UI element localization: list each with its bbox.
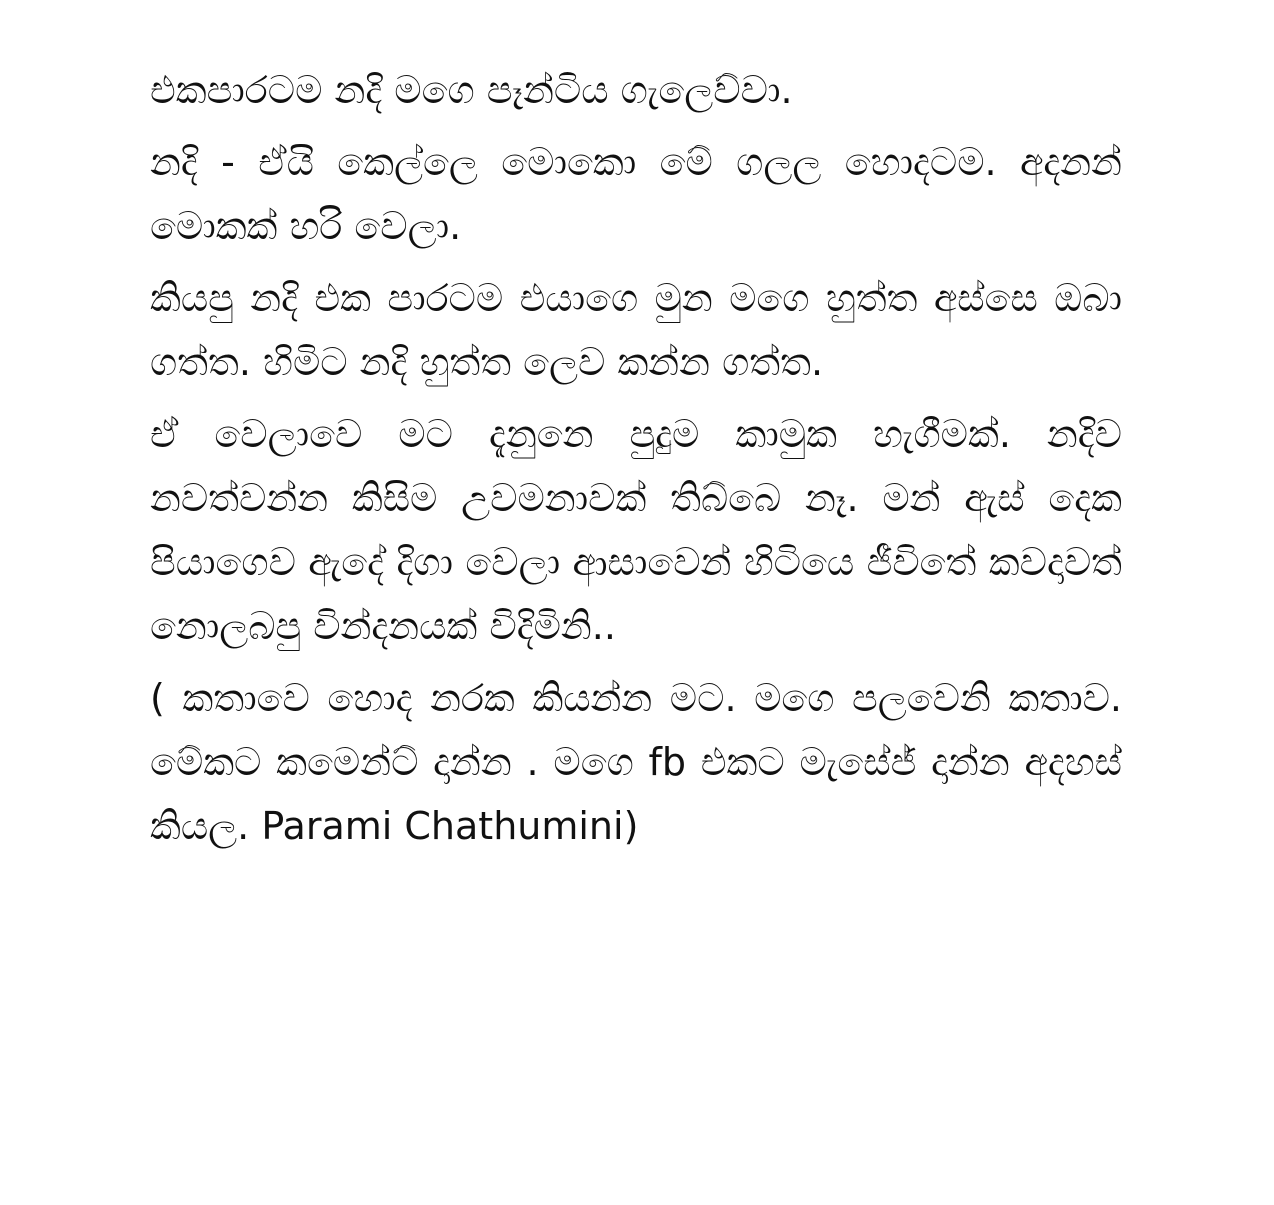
paragraph-1: එකපාරටම නදි මගෙ පෑන්ටිය ගැලෙව්වා. (150, 68, 793, 112)
document-page (150, 58, 1122, 866)
paragraph-2: නදි - ඒයි කෙල්ලෙ මොකො මේ ගලල හොදටම. අදනන් මොකක් හරි වෙලා. (150, 140, 1122, 248)
paragraph-3: කියපු නදි එක පාරටම එයාගෙ මුන මගෙ හුත්ත අස්සෙ ඔබා ගත්ත. හිමිට නදි හුත්ත ලෙව කන්න ගත්ත. (150, 276, 1122, 384)
paragraph-5: ( කතාවෙ හොද නරක කියන්න මට. මගෙ පලවෙනි කතාව. මේකට කමෙන්ට් දාන්න . මගෙ fb එකට මැසේජ් දාන්න අදහස් කියල. Parami Chathumini) (150, 676, 1122, 848)
paragraph-4: ඒ වෙලාවෙ මට දැනුනෙ පුදුම කාමුක හැගීමක්. නදිව නවත්වන්න කිසිම උවමනාවක් තිබ්බෙ නෑ. මන් ඇස් දෙක පියාගෙව ඇදේ දිගා වෙලා ආසාවෙන් හිටියෙ ජීවිතේ කවදාවත් නොලබපු වින්දනයක් විදිමිනි.. (150, 412, 1122, 648)
